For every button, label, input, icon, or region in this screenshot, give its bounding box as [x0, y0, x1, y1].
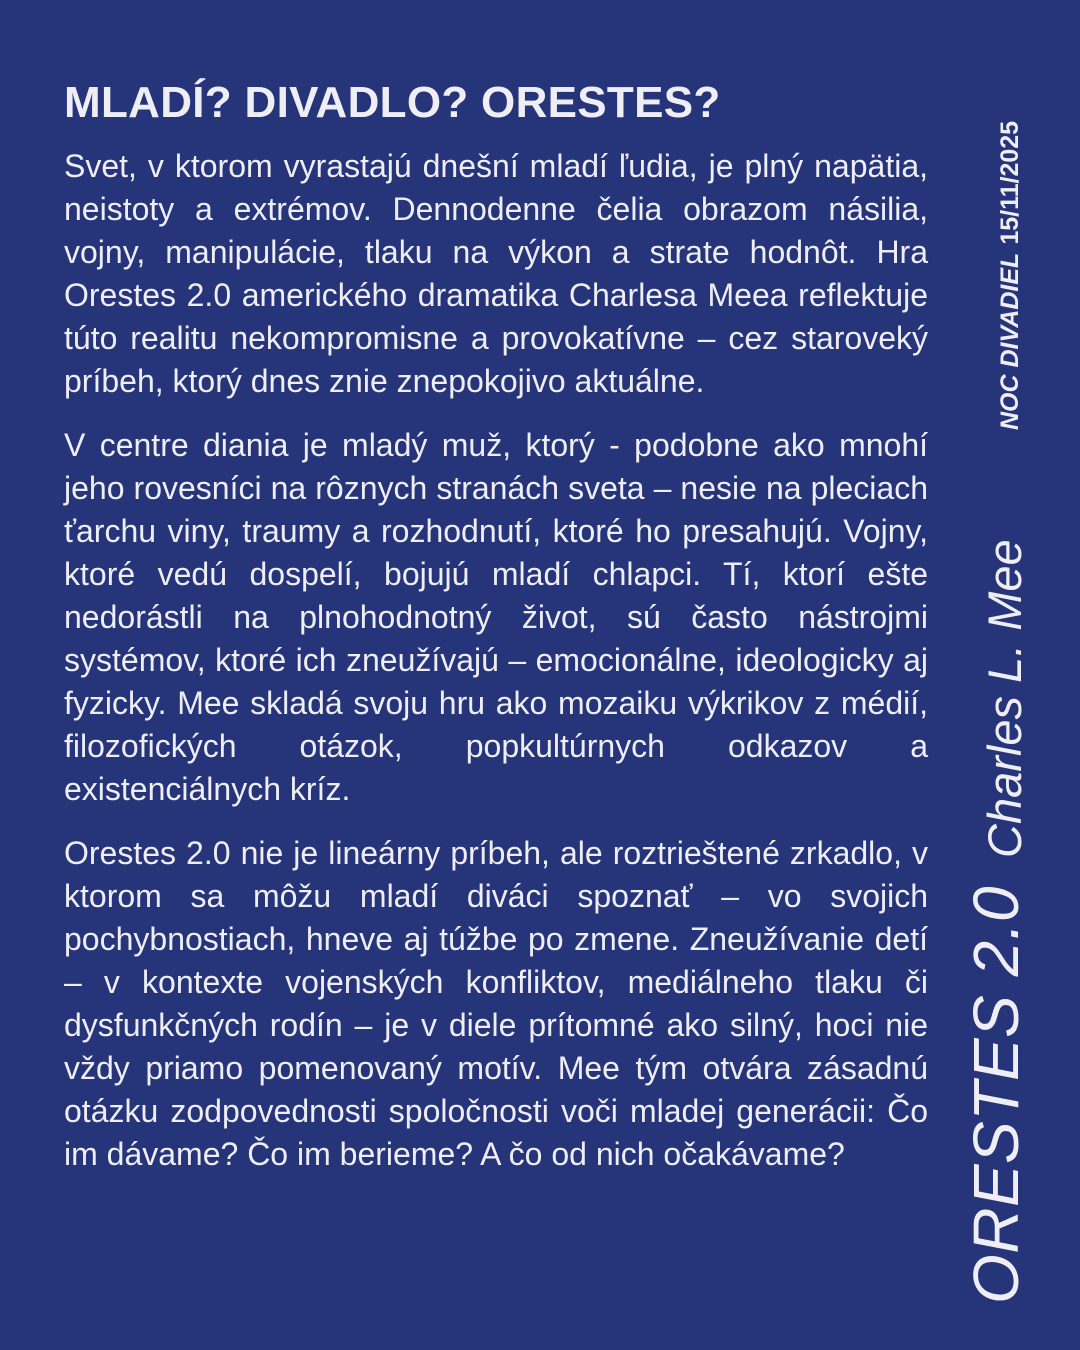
event-date: 15/11/2025 — [996, 120, 1024, 245]
event-name: NOC DIVADIEL — [996, 252, 1024, 430]
paragraph: V centre diania je mladý muž, ktorý - podobne ako mnohí jeho rovesníci na rôznych stranách sveta – nesie na pleciach ťarchu viny, traumy a rozhodnutí, ktoré ho presahujú. Vojny, ktoré vedú dospelí, bojujú mladí chlapci. Tí, ktorí ešte nedorástli na plnohodnotný život, sú často nástrojmi systémov, ktoré ich zneužívajú – emocionálne, ideologicky aj fyzicky. Mee skladá svoju hru ako mozaiku výkrikov z médií, filozofických otázok, popkultúrnych odkazov a existenciálnych kríz. — [64, 427, 928, 807]
play-title: ORESTES 2.0 — [960, 885, 1032, 1304]
event-date-label — [992, 121, 1028, 430]
paragraph: Svet, v ktorom vyrastajú dnešní mladí ľudia, je plný napätia, neistoty a extrémov. Dennodenne čelia obrazom násilia, vojny, manipulácie, tlaku na výkon a strate hodnôt. Hra Orestes 2.0 amerického dramatika Charlesa Meea reflektuje túto realitu nekompromisne a provokatívne – cez staroveký príbeh, ktorý dnes znie znepokojivo aktuálne. — [64, 148, 928, 399]
author-name: Charles L. Mee — [978, 539, 1031, 858]
paragraph: Orestes 2.0 nie je lineárny príbeh, ale roztrieštené zrkadlo, v ktorom sa môžu mladí diváci spoznať – vo svojich pochybnostiach, hneve aj túžbe po zmene. Zneužívanie detí – v kontexte vojenských konfliktov, mediálneho tlaku či dysfunkčných rodín – je v diele prítomné ako silný, hoci nie vždy priamo pomenovaný motív. Mee tým otvára zásadnú otázku zodpovednosti spoločnosti voči mladej generácii: Čo im dávame? Čo im berieme? A čo od nich očakávame? — [64, 835, 928, 1172]
page-title: MLADÍ? DIVADLO? ORESTES? — [64, 78, 721, 127]
article-body — [64, 145, 928, 1197]
